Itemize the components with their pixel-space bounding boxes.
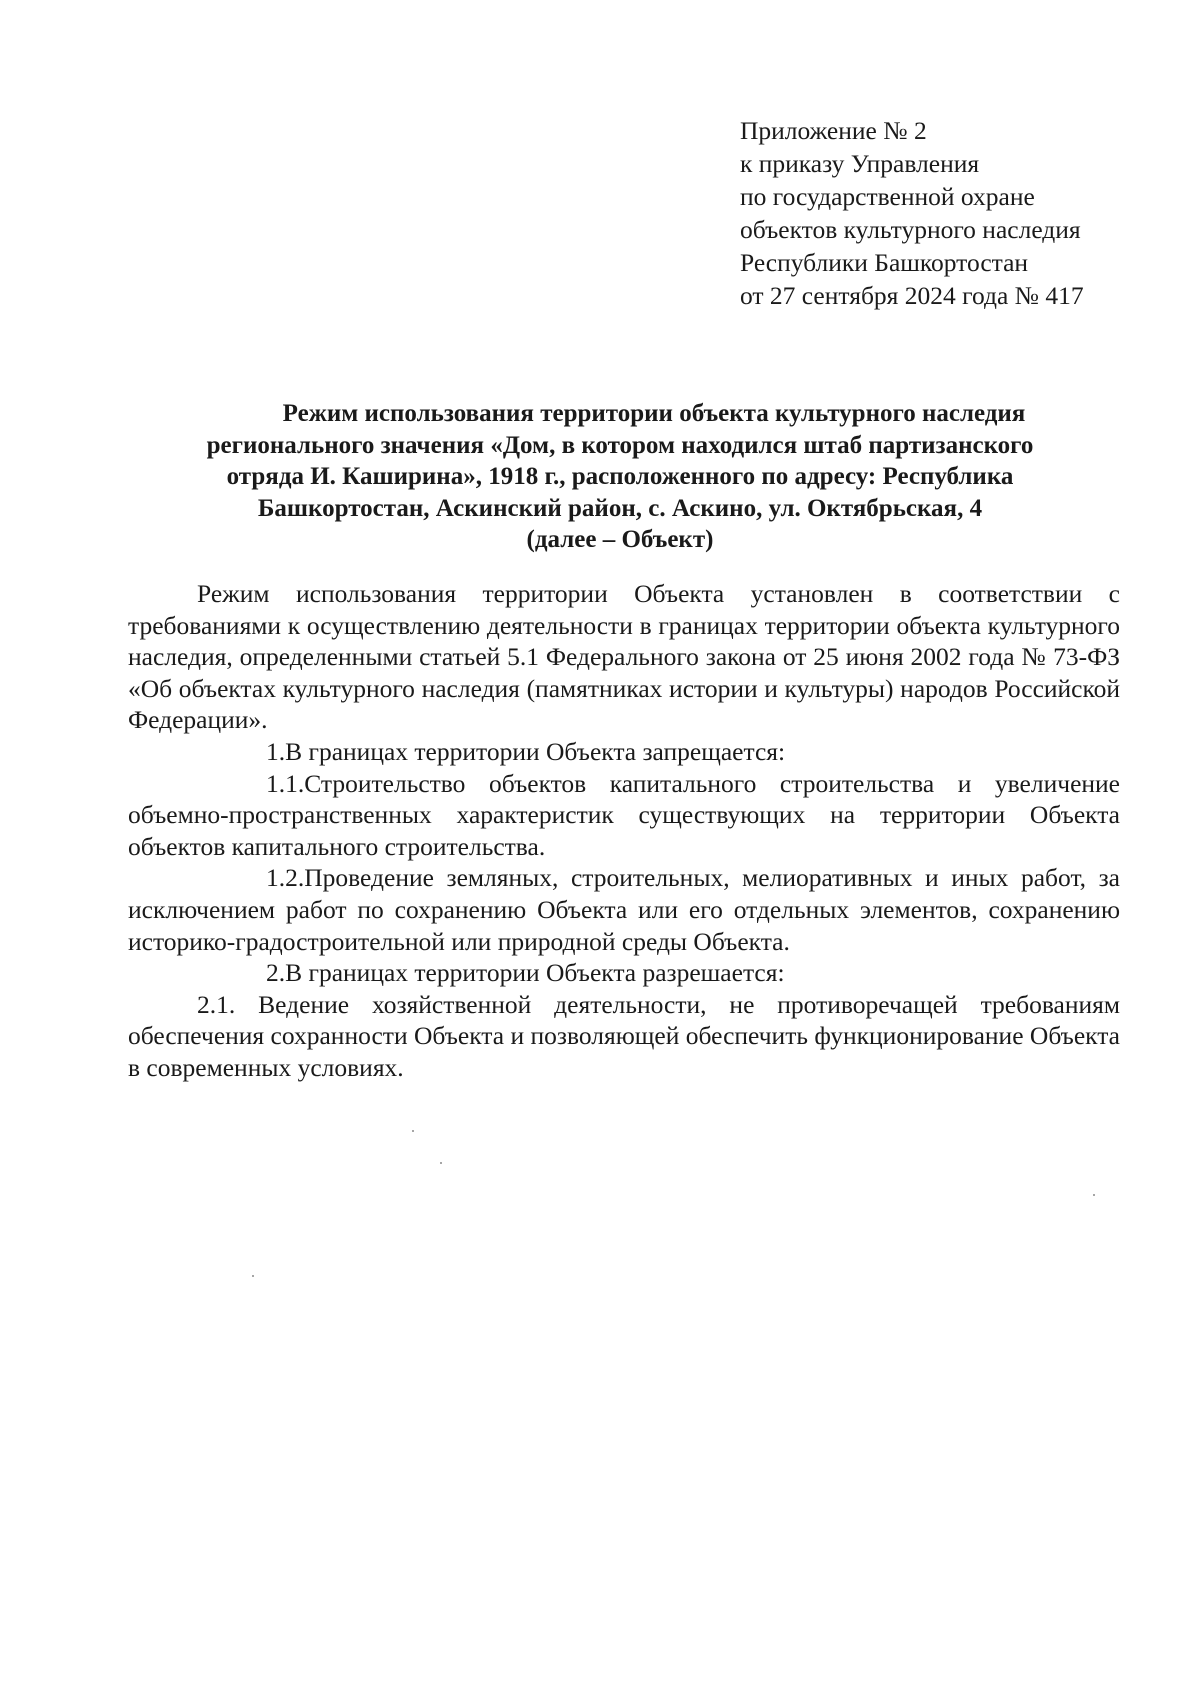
section-1-1 [128,768,1120,863]
intro-paragraph: Режим использования территории Объекта установлен в соответствии с требованиями к осуществлению деятельности в границах территории объекта культурного наследия, определенными статьей 5.1 Федерального закона от 25 июня 2002 года № 73-ФЗ «Об объектах культурного наследия (памятниках истории и культуры) народов Российской Федерации». [128,579,1120,735]
appendix-date: от 27 сентября 2024 года № 417 [740,281,1084,310]
title-line: Башкортостан, Аскинский район, с. Аскино, ул. Октябрьская, 4 [257,494,983,522]
appendix-order-ref: к приказу Управления [740,149,980,178]
section-2-1 [128,989,1120,1084]
appendix-number: Приложение № 2 [740,116,927,145]
section-text: Ведение хозяйственной деятельности, не противоречащей требованиям обеспечения сохранности Объекта и позволяющей обеспечить функционирование Объекта в современных условиях. [128,989,1121,1082]
appendix-header [740,114,1084,312]
section-1 [128,736,1120,768]
section-2 [128,957,1120,989]
section-number: 1.1. [266,768,305,798]
appendix-republic: Республики Башкортостан [740,248,1029,277]
section-text: Строительство объектов капитального строительства и увеличение объемно-пространственных характеристик существующих на территории Объекта объектов капитального строительства. [128,768,1120,861]
section-number: 2. [266,958,286,988]
section-number: 1.2. [266,863,305,893]
section-text: В границах территории Объекта запрещается: [285,736,786,766]
scan-speck [252,1275,254,1277]
title-line: отряда И. Каширина», 1918 г., расположенного по адресу: Республика [226,463,1014,491]
section-text: Проведение земляных, строительных, мелиоративных и иных работ, за исключением работ по сохранению Объекта или его отдельных элементов, сохранению историко-градостроительной или природной среды Объекта. [128,863,1120,956]
scan-speck [1093,1194,1095,1196]
document-title [150,398,1090,556]
section-number: 1. [266,736,286,766]
section-number: 2.1. [197,989,236,1019]
title-line: (далее – Объект) [526,526,714,554]
document-body [128,578,1120,1084]
section-1-2 [128,862,1120,957]
appendix-department-cont: объектов культурного наследия [740,215,1081,244]
section-text: В границах территории Объекта разрешается: [285,958,785,988]
appendix-department: по государственной охране [740,182,1035,211]
title-line: Режим использования территории объекта культурного наследия [282,400,1026,427]
scan-speck [412,1130,414,1132]
title-line: регионального значения «Дом, в котором находился штаб партизанского [206,431,1034,459]
scan-speck [440,1162,442,1164]
